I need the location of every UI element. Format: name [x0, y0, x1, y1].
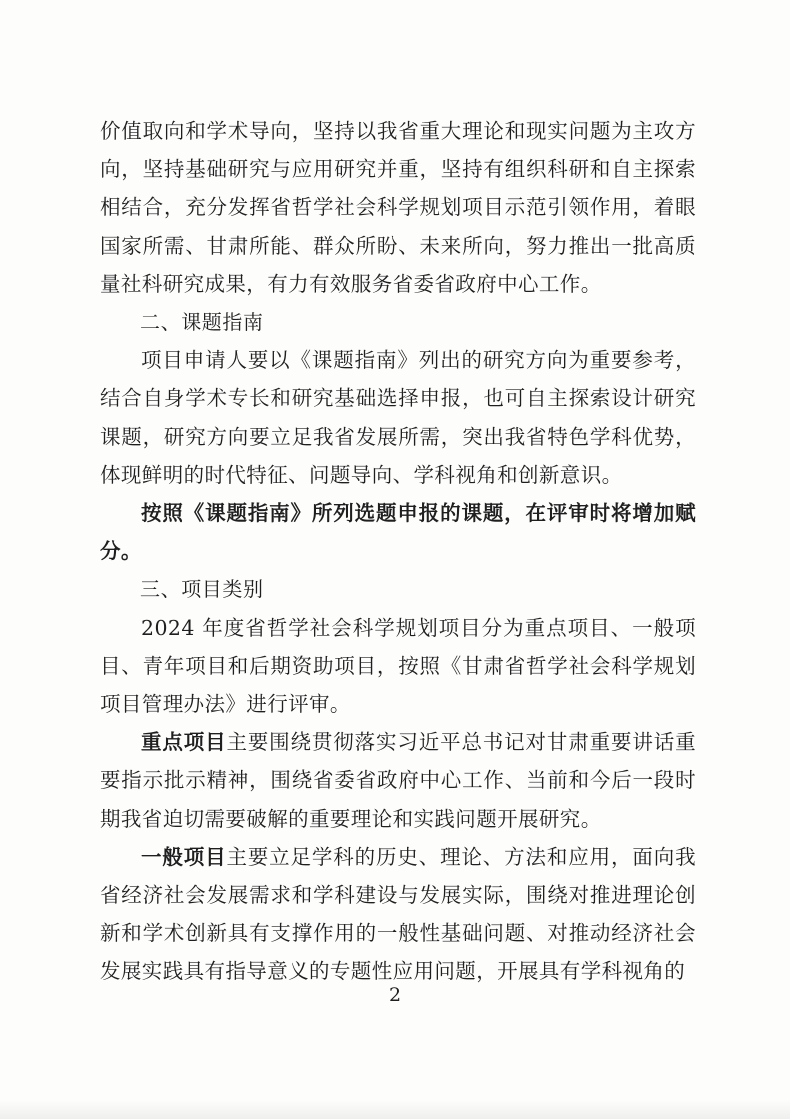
key-projects-lead: 重点项目 [141, 730, 227, 755]
scan-edge [0, 1100, 790, 1119]
paragraph-topic-guide: 项目申请人要以《课题指南》列出的研究方向为重要参考，结合自身学术专长和研究基础选择申报，也可自主探索设计研究课题，研究方向要立足我省发展所需，突出我省特色学科优势，体现鲜明的时代特征、问题导向、学科视角和创新意识。 [100, 348, 696, 487]
paragraph-project-categories: 2024 年度省哲学社会科学规划项目分为重点项目、一般项目、青年项目和后期资助项目，按照《甘肃省哲学社会科学规划项目管理办法》进行评审。 [100, 615, 696, 717]
heading-topic-guide: 二、课题指南 [140, 310, 264, 335]
document-body [100, 112, 696, 991]
paragraph-guide-bonus: 按照《课题指南》所列选题申报的课题，在评审时将增加赋分。 [100, 501, 696, 564]
page-number: 2 [388, 984, 402, 1006]
general-projects-lead: 一般项目 [141, 844, 227, 869]
paragraph-goals: 价值取向和学术导向，坚持以我省重大理论和现实问题为主攻方向，坚持基础研究与应用研究并重，坚持有组织科研和自主探索相结合，充分发挥省哲学社会科学规划项目示范引领作用，着眼国家所需、甘肃所能、群众所盼、未来所向，努力推出一批高质量社科研究成果，有力有效服务省委省政府中心工作。 [100, 119, 696, 296]
paragraph-general-projects [100, 838, 696, 991]
paragraph-key-projects [100, 723, 696, 838]
heading-project-categories: 三、项目类别 [140, 577, 264, 602]
key-projects-text: 主要围绕贯彻落实习近平总书记对甘肃重要讲话重要指示批示精神，围绕省委省政府中心工作、当前和今后一段时期我省迫切需要破解的重要理论和实践问题开展研究。 [100, 730, 696, 831]
general-projects-text: 主要立足学科的历史、理论、方法和应用，面向我省经济社会发展需求和学科建设与发展实际，围绕对推进理论创新和学术创新具有支撑作用的一般性基础问题、对推动经济社会发展实践具有指导意义的专题性应用问题，开展具有学科视角的 [100, 844, 696, 984]
